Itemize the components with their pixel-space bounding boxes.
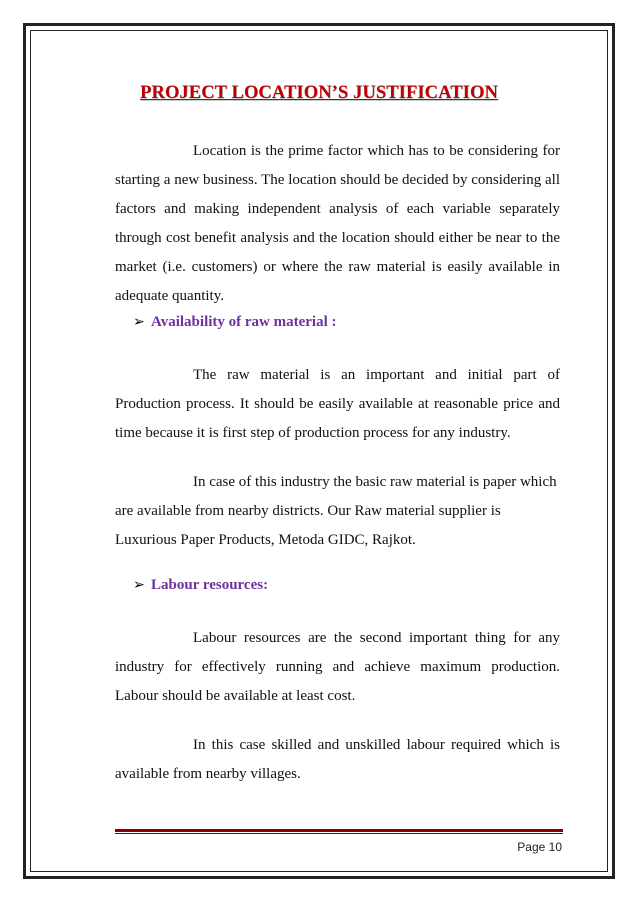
- arrow-bullet-icon: ➢: [133, 314, 145, 330]
- footer-rule: [115, 829, 563, 832]
- heading-label: Availability of raw material :: [151, 314, 337, 330]
- arrow-bullet-icon: ➢: [133, 577, 145, 593]
- intro-paragraph: Location is the prime factor which has to be considering for starting a new business. The location should be decided by considering all factors and making independent analysis of each variable separately through cost benefit analysis and the location should either be near to the market (i.e. customers) or where the raw material is easily available in adequate quantity.: [115, 143, 560, 304]
- page-title: PROJECT LOCATION’S JUSTIFICATION: [140, 83, 498, 103]
- raw-material-paragraph-2: In case of this industry the basic raw material is paper which are available from nearby districts. Our Raw material supplier is Luxurious Paper Products, Metoda GIDC, Rajkot.: [115, 474, 557, 548]
- heading-label: Labour resources:: [151, 577, 269, 593]
- labour-paragraph-1: Labour resources are the second important thing for any industry for effectively running and achieve maximum production. Labour should be available at least cost.: [115, 630, 560, 704]
- section-heading-labour: [133, 577, 268, 594]
- labour-paragraph-2: In this case skilled and unskilled labour required which is available from nearby villages.: [115, 737, 560, 782]
- section-heading-raw-material: [133, 314, 337, 331]
- raw-material-paragraph-1: The raw material is an important and initial part of Production process. It should be easily available at reasonable price and time because it is first step of production process for any industry.: [115, 367, 560, 441]
- page-number: Page 10: [517, 840, 562, 854]
- footer-rule-thin: [115, 833, 563, 834]
